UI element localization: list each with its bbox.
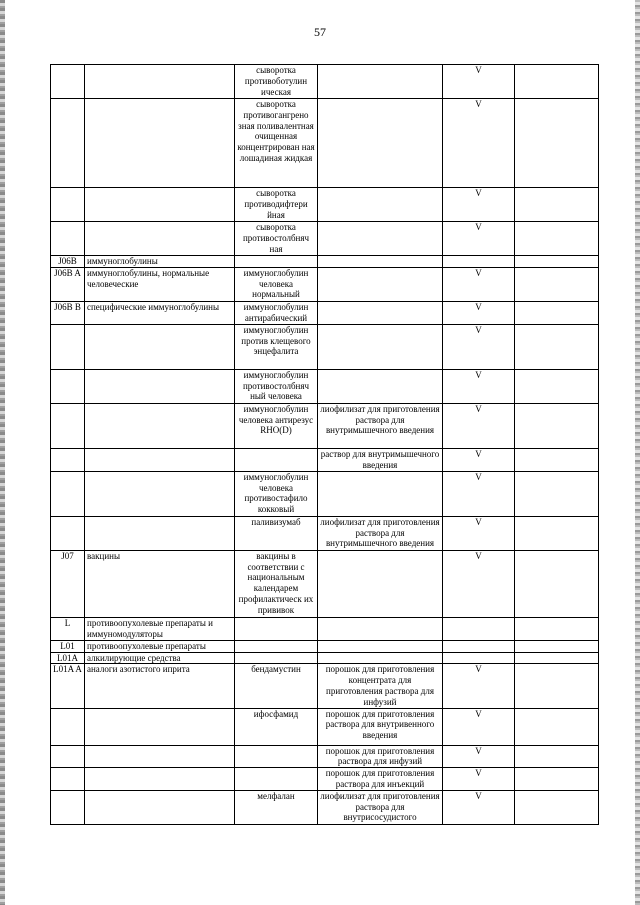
- drug-name-cell: сыворотка противостолбняч ная: [235, 222, 318, 256]
- group-name-cell: вакцины: [85, 550, 235, 617]
- group-name-cell: [85, 188, 235, 222]
- empty-cell: [515, 516, 599, 550]
- empty-cell: [515, 188, 599, 222]
- mark-cell: V: [443, 369, 515, 403]
- drug-name-cell: иммуноглобулин человека антирезус RHO(D): [235, 403, 318, 448]
- table-row: [51, 222, 599, 256]
- mark-cell: [443, 617, 515, 640]
- table-row: [51, 403, 599, 448]
- dosage-form-cell: [318, 301, 443, 324]
- dosage-form-cell: [318, 369, 443, 403]
- drug-name-cell: мелфалан: [235, 790, 318, 824]
- drug-name-cell: сыворотка противоботулин ическая: [235, 65, 318, 99]
- atc-code-cell: J06B: [51, 256, 85, 268]
- dosage-form-cell: [318, 617, 443, 640]
- table-row: [51, 99, 599, 188]
- group-name-cell: [85, 448, 235, 471]
- atc-code-cell: [51, 222, 85, 256]
- atc-code-cell: L01: [51, 640, 85, 652]
- atc-code-cell: J06B A: [51, 267, 85, 301]
- drug-name-cell: [235, 768, 318, 791]
- dosage-form-cell: [318, 471, 443, 516]
- dosage-form-cell: лиофилизат для приготовления раствора для внутрисосудистого: [318, 790, 443, 824]
- mark-cell: V: [443, 188, 515, 222]
- group-name-cell: [85, 222, 235, 256]
- table-row: [51, 516, 599, 550]
- empty-cell: [515, 745, 599, 768]
- empty-cell: [515, 301, 599, 324]
- drug-name-cell: иммуноглобулин против клещевого энцефалита: [235, 324, 318, 369]
- atc-code-cell: L01A A: [51, 664, 85, 708]
- drug-name-cell: [235, 640, 318, 652]
- dosage-form-cell: [318, 267, 443, 301]
- mark-cell: V: [443, 301, 515, 324]
- table-row: [51, 790, 599, 824]
- table-row: [51, 652, 599, 664]
- table-row: [51, 267, 599, 301]
- mark-cell: V: [443, 664, 515, 708]
- atc-code-cell: [51, 768, 85, 791]
- mark-cell: V: [443, 267, 515, 301]
- page-number: 57: [314, 25, 326, 39]
- drug-name-cell: ифосфамид: [235, 708, 318, 745]
- empty-cell: [515, 708, 599, 745]
- atc-code-cell: L: [51, 617, 85, 640]
- group-name-cell: алкилирующие средства: [85, 652, 235, 664]
- mark-cell: V: [443, 745, 515, 768]
- dosage-form-cell: раствор для внутримышечного введения: [318, 448, 443, 471]
- atc-code-cell: [51, 369, 85, 403]
- drug-name-cell: [235, 652, 318, 664]
- atc-code-cell: L01A: [51, 652, 85, 664]
- mark-cell: V: [443, 550, 515, 617]
- table-row: [51, 664, 599, 708]
- table-row: [51, 301, 599, 324]
- dosage-form-cell: [318, 652, 443, 664]
- mark-cell: V: [443, 324, 515, 369]
- dosage-form-cell: [318, 99, 443, 188]
- table-row: [51, 324, 599, 369]
- empty-cell: [515, 652, 599, 664]
- drug-name-cell: [235, 617, 318, 640]
- table-row: [51, 188, 599, 222]
- table-row: [51, 256, 599, 268]
- group-name-cell: [85, 99, 235, 188]
- mark-cell: V: [443, 516, 515, 550]
- mark-cell: [443, 640, 515, 652]
- drug-name-cell: сыворотка противодифтери йная: [235, 188, 318, 222]
- empty-cell: [515, 369, 599, 403]
- table-row: [51, 708, 599, 745]
- empty-cell: [515, 664, 599, 708]
- mark-cell: V: [443, 790, 515, 824]
- dosage-form-cell: [318, 324, 443, 369]
- table-row: [51, 745, 599, 768]
- empty-cell: [515, 222, 599, 256]
- dosage-form-cell: [318, 640, 443, 652]
- drug-name-cell: паливизумаб: [235, 516, 318, 550]
- atc-code-cell: [51, 708, 85, 745]
- dosage-form-cell: лиофилизат для приготовления раствора для внутримышечного введения: [318, 516, 443, 550]
- table-body: [51, 65, 599, 825]
- drug-name-cell: иммуноглобулин человека нормальный: [235, 267, 318, 301]
- drug-name-cell: [235, 745, 318, 768]
- empty-cell: [515, 617, 599, 640]
- empty-cell: [515, 768, 599, 791]
- table-row: [51, 448, 599, 471]
- group-name-cell: противоопухолевые препараты и иммуномодуляторы: [85, 617, 235, 640]
- atc-code-cell: [51, 745, 85, 768]
- atc-code-cell: [51, 324, 85, 369]
- empty-cell: [515, 448, 599, 471]
- mark-cell: V: [443, 65, 515, 99]
- drug-name-cell: иммуноглобулин противостолбняч ный человека: [235, 369, 318, 403]
- group-name-cell: противоопухолевые препараты: [85, 640, 235, 652]
- table-row: [51, 617, 599, 640]
- atc-code-cell: [51, 99, 85, 188]
- atc-code-cell: J06B B: [51, 301, 85, 324]
- empty-cell: [515, 65, 599, 99]
- dosage-form-cell: порошок для приготовления раствора для инъекций: [318, 768, 443, 791]
- group-name-cell: иммуноглобулины: [85, 256, 235, 268]
- empty-cell: [515, 267, 599, 301]
- dosage-form-cell: порошок для приготовления раствора для внутривенного введения: [318, 708, 443, 745]
- drug-name-cell: иммуноглобулин человека противостафило кокковый: [235, 471, 318, 516]
- empty-cell: [515, 790, 599, 824]
- group-name-cell: [85, 471, 235, 516]
- group-name-cell: [85, 324, 235, 369]
- drug-table: [50, 64, 599, 825]
- drug-name-cell: вакцины в соответствии с национальным календарем профилактическ их прививок: [235, 550, 318, 617]
- atc-code-cell: J07: [51, 550, 85, 617]
- dosage-form-cell: [318, 188, 443, 222]
- mark-cell: V: [443, 403, 515, 448]
- atc-code-cell: [51, 471, 85, 516]
- atc-code-cell: [51, 65, 85, 99]
- mark-cell: V: [443, 99, 515, 188]
- dosage-form-cell: [318, 256, 443, 268]
- group-name-cell: [85, 708, 235, 745]
- dosage-form-cell: [318, 550, 443, 617]
- dosage-form-cell: [318, 222, 443, 256]
- empty-cell: [515, 471, 599, 516]
- mark-cell: [443, 256, 515, 268]
- mark-cell: V: [443, 768, 515, 791]
- atc-code-cell: [51, 403, 85, 448]
- atc-code-cell: [51, 790, 85, 824]
- drug-name-cell: [235, 256, 318, 268]
- table-row: [51, 640, 599, 652]
- empty-cell: [515, 403, 599, 448]
- table-row: [51, 369, 599, 403]
- mark-cell: V: [443, 222, 515, 256]
- atc-code-cell: [51, 448, 85, 471]
- scan-edge-right: [635, 0, 640, 905]
- drug-name-cell: бендамустин: [235, 664, 318, 708]
- empty-cell: [515, 550, 599, 617]
- group-name-cell: [85, 65, 235, 99]
- group-name-cell: [85, 403, 235, 448]
- table-row: [51, 768, 599, 791]
- group-name-cell: [85, 516, 235, 550]
- table-row: [51, 471, 599, 516]
- empty-cell: [515, 324, 599, 369]
- dosage-form-cell: порошок для приготовления раствора для инфузий: [318, 745, 443, 768]
- dosage-form-cell: [318, 65, 443, 99]
- drug-name-cell: сыворотка противогангрено зная поливалентная очищенная концентрирован ная лошадиная жидкая: [235, 99, 318, 188]
- group-name-cell: специфические иммуноглобулины: [85, 301, 235, 324]
- mark-cell: V: [443, 708, 515, 745]
- group-name-cell: [85, 369, 235, 403]
- mark-cell: V: [443, 448, 515, 471]
- empty-cell: [515, 640, 599, 652]
- drug-name-cell: [235, 448, 318, 471]
- group-name-cell: [85, 745, 235, 768]
- mark-cell: [443, 652, 515, 664]
- dosage-form-cell: порошок для приготовления концентрата для приготовления раствора для инфузий: [318, 664, 443, 708]
- group-name-cell: иммуноглобулины, нормальные человеческие: [85, 267, 235, 301]
- table-row: [51, 550, 599, 617]
- group-name-cell: [85, 790, 235, 824]
- empty-cell: [515, 99, 599, 188]
- table-row: [51, 65, 599, 99]
- drug-name-cell: иммуноглобулин антирабический: [235, 301, 318, 324]
- group-name-cell: [85, 768, 235, 791]
- atc-code-cell: [51, 188, 85, 222]
- dosage-form-cell: лиофилизат для приготовления раствора для внутримышечного введения: [318, 403, 443, 448]
- atc-code-cell: [51, 516, 85, 550]
- mark-cell: V: [443, 471, 515, 516]
- scan-edge-left: [0, 0, 5, 905]
- empty-cell: [515, 256, 599, 268]
- group-name-cell: аналоги азотистого иприта: [85, 664, 235, 708]
